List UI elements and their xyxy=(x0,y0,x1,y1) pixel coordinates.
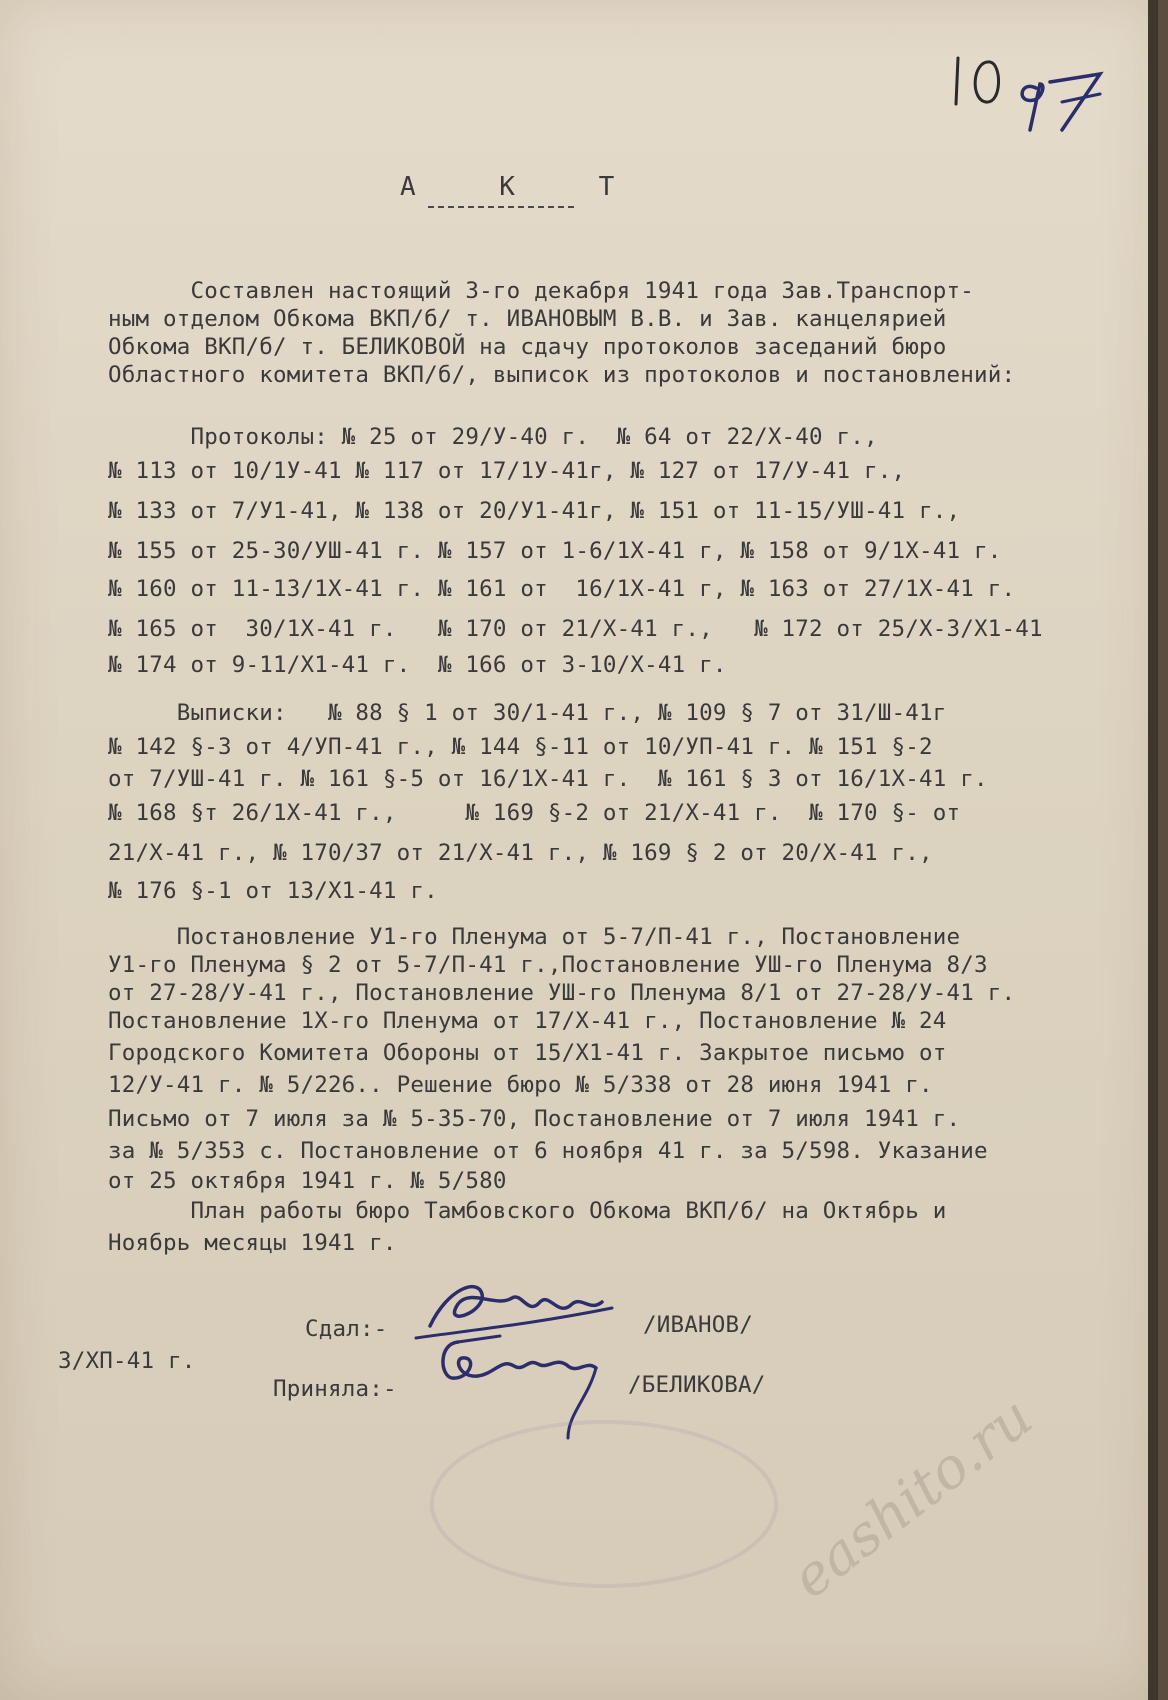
protocols-line: № 174 от 9-11/Х1-41 г. № 166 от 3-10/Х-41 г. xyxy=(108,652,727,678)
watermark-text: eashito.ru xyxy=(780,1384,1045,1612)
handed-label: Сдал:- xyxy=(305,1316,388,1342)
signature-date: 3/ХП-41 г. xyxy=(58,1348,196,1374)
extracts-line: № 168 §т 26/1Х-41 г., № 169 §-2 от 21/Х-41 г. № 170 §- от xyxy=(108,800,961,826)
plan-line: План работы бюро Тамбовского Обкома ВКП/б/ на Октябрь и xyxy=(108,1198,947,1224)
extracts-line: № 176 §-1 от 13/Х1-41 г. xyxy=(108,878,438,904)
received-name: /БЕЛИКОВА/ xyxy=(628,1372,766,1398)
resolutions-line: Письмо от 7 июля за № 5-35-70, Постановление от 7 июля 1941 г. xyxy=(108,1106,961,1132)
faded-stamp xyxy=(430,1420,778,1588)
received-label: Приняла:- xyxy=(273,1376,397,1402)
extracts-line: 21/Х-41 г., № 170/37 от 21/Х-41 г., № 169 § 2 от 20/Х-41 г., xyxy=(108,840,933,866)
intro-line: ным отделом Обкома ВКП/б/ т. ИВАНОВЫМ В.В. и Зав. канцелярией xyxy=(108,306,947,332)
protocols-line: № 160 от 11-13/1Х-41 г. № 161 от 16/1Х-41 г, № 163 от 27/1Х-41 г. xyxy=(108,576,1016,602)
protocols-line: № 165 от 30/1Х-41 г. № 170 от 21/Х-41 г., № 172 от 25/Х-3/Х1-41 xyxy=(108,616,1043,642)
resolutions-line: от 25 октября 1941 г. № 5/580 xyxy=(108,1168,507,1194)
resolutions-line: за № 5/353 с. Постановление от 6 ноября 41 г. за 5/598. Указание xyxy=(108,1138,988,1164)
extracts-line: № 142 §-3 от 4/УП-41 г., № 144 §-11 от 10/УП-41 г. № 151 §-2 xyxy=(108,734,933,760)
resolutions-line: У1-го Пленума § 2 от 5-7/П-41 г.,Постановление УШ-го Пленума 8/3 xyxy=(108,952,988,978)
plan-line: Ноябрь месяцы 1941 г. xyxy=(108,1230,397,1256)
protocols-line: № 133 от 7/У1-41, № 138 от 20/У1-41г, № 151 от 11-15/УШ-41 г., xyxy=(108,498,961,524)
document-title: А К Т xyxy=(400,172,649,202)
handed-name: /ИВАНОВ/ xyxy=(643,1312,753,1338)
resolutions-line: 12/У-41 г. № 5/226.. Решение бюро № 5/338 от 28 июня 1941 г. xyxy=(108,1072,933,1098)
page-number-handwritten xyxy=(950,44,1120,134)
extracts-line: Выписки: № 88 § 1 от 30/1-41 г., № 109 § 7 от 31/Ш-41г xyxy=(108,700,947,726)
title-underline xyxy=(428,206,574,208)
protocols-line: Протоколы: № 25 от 29/У-40 г. № 64 от 22/Х-40 г., xyxy=(108,424,878,450)
resolutions-line: Постановление 1Х-го Пленума от 17/Х-41 г., Постановление № 24 xyxy=(108,1008,947,1034)
protocols-line: № 155 от 25-30/УШ-41 г. № 157 от 1-6/1Х-41 г, № 158 от 9/1Х-41 г. xyxy=(108,538,1002,564)
resolutions-line: Городского Комитета Обороны от 15/Х1-41 г. Закрытое письмо от xyxy=(108,1040,947,1066)
resolutions-line: от 27-28/У-41 г., Постановление УШ-го Пленума 8/1 от 27-28/У-41 г. xyxy=(108,980,1016,1006)
page-edge-shadow xyxy=(1148,0,1158,1700)
resolutions-line: Постановление У1-го Пленума от 5-7/П-41 г., Постановление xyxy=(108,924,961,950)
intro-line: Областного комитета ВКП/б/, выписок из протоколов и постановлений: xyxy=(108,362,1016,388)
protocols-line: № 113 от 10/1У-41 № 117 от 17/1У-41г, № 127 от 17/У-41 г., xyxy=(108,458,906,484)
extracts-line: от 7/УШ-41 г. № 161 §-5 от 16/1Х-41 г. № 161 § 3 от 16/1Х-41 г. xyxy=(108,766,988,792)
intro-line: Составлен настоящий 3-го декабря 1941 года Зав.Транспорт- xyxy=(108,278,975,304)
intro-line: Обкома ВКП/б/ т. БЕЛИКОВОЙ на сдачу протоколов заседаний бюро xyxy=(108,334,947,360)
